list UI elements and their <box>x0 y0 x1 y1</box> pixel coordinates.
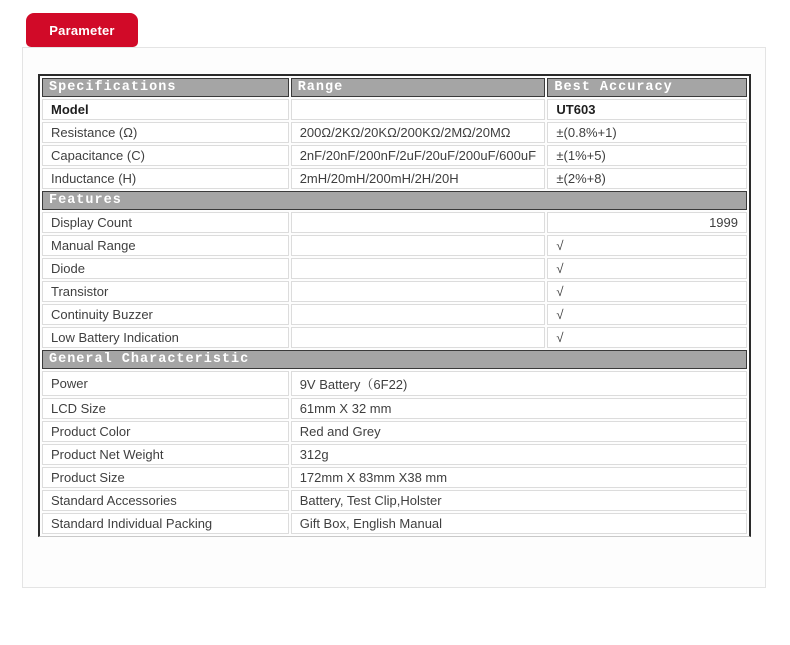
feature-label-cell: Display Count <box>42 212 289 233</box>
content-panel <box>22 47 766 588</box>
general-label-cell: Standard Accessories <box>42 490 289 511</box>
table-row <box>42 99 747 120</box>
general-label-cell: Product Color <box>42 421 289 442</box>
feature-label-cell: Diode <box>42 258 289 279</box>
feature-empty-cell <box>291 304 546 325</box>
spec-label-cell: Resistance (Ω) <box>42 122 289 143</box>
feature-value-cell: √ <box>547 304 747 325</box>
table-row <box>42 145 747 166</box>
spec-accuracy-cell: ±(2%+8) <box>547 168 747 189</box>
table-row <box>42 122 747 143</box>
feature-label-cell: Manual Range <box>42 235 289 256</box>
feature-empty-cell <box>291 212 546 233</box>
feature-value-cell: √ <box>547 235 747 256</box>
general-label-cell: Product Net Weight <box>42 444 289 465</box>
general-value-cell: 61mm X 32 mm <box>291 398 747 419</box>
general-label-cell: LCD Size <box>42 398 289 419</box>
column-header-range: Range <box>291 78 546 97</box>
column-header-best-accuracy: Best Accuracy <box>547 78 747 97</box>
table-row <box>42 398 747 419</box>
section-header-row <box>42 191 747 210</box>
table-row <box>42 235 747 256</box>
general-value-cell: 172mm X 83mm X38 mm <box>291 467 747 488</box>
feature-empty-cell <box>291 258 546 279</box>
general-value-cell: 9V Battery（6F22) <box>291 371 747 396</box>
table-row <box>42 304 747 325</box>
spec-range-cell: 200Ω/2KΩ/20KΩ/200KΩ/2MΩ/20MΩ <box>291 122 546 143</box>
specification-table <box>38 74 751 537</box>
general-label-cell: Standard Individual Packing <box>42 513 289 534</box>
table-row <box>42 467 747 488</box>
model-label-cell: Model <box>42 99 289 120</box>
table-row <box>42 281 747 302</box>
spec-label-cell: Capacitance (C) <box>42 145 289 166</box>
section-header-features: Features <box>42 191 747 210</box>
feature-label-cell: Low Battery Indication <box>42 327 289 348</box>
feature-label-cell: Continuity Buzzer <box>42 304 289 325</box>
table-row <box>42 212 747 233</box>
feature-empty-cell <box>291 281 546 302</box>
feature-empty-cell <box>291 327 546 348</box>
table-row <box>42 421 747 442</box>
section-header-row <box>42 350 747 369</box>
feature-label-cell: Transistor <box>42 281 289 302</box>
spec-range-cell: 2nF/20nF/200nF/2uF/20uF/200uF/600uF <box>291 145 546 166</box>
table-row <box>42 168 747 189</box>
feature-empty-cell <box>291 235 546 256</box>
table-row <box>42 327 747 348</box>
model-range-cell <box>291 99 546 120</box>
model-value-cell: UT603 <box>547 99 747 120</box>
parameter-tab-label: Parameter <box>49 22 115 38</box>
table-row <box>42 490 747 511</box>
general-value-cell: Red and Grey <box>291 421 747 442</box>
spec-label-cell: Inductance (H) <box>42 168 289 189</box>
general-label-cell: Product Size <box>42 467 289 488</box>
table-row <box>42 513 747 534</box>
feature-value-cell: √ <box>547 327 747 348</box>
table-row <box>42 444 747 465</box>
general-value-cell: Battery, Test Clip,Holster <box>291 490 747 511</box>
general-value-cell: 312g <box>291 444 747 465</box>
table-row <box>42 258 747 279</box>
section-header-general-characteristic: General Characteristic <box>42 350 747 369</box>
table-row <box>42 371 747 396</box>
feature-value-cell: √ <box>547 281 747 302</box>
general-value-cell: Gift Box, English Manual <box>291 513 747 534</box>
spec-accuracy-cell: ±(0.8%+1) <box>547 122 747 143</box>
table-header-row <box>42 78 747 97</box>
feature-value-cell: 1999 <box>547 212 747 233</box>
feature-value-cell: √ <box>547 258 747 279</box>
spec-range-cell: 2mH/20mH/200mH/2H/20H <box>291 168 546 189</box>
general-label-cell: Power <box>42 371 289 396</box>
spec-accuracy-cell: ±(1%+5) <box>547 145 747 166</box>
column-header-specifications: Specifications <box>42 78 289 97</box>
parameter-tab[interactable] <box>26 13 138 47</box>
